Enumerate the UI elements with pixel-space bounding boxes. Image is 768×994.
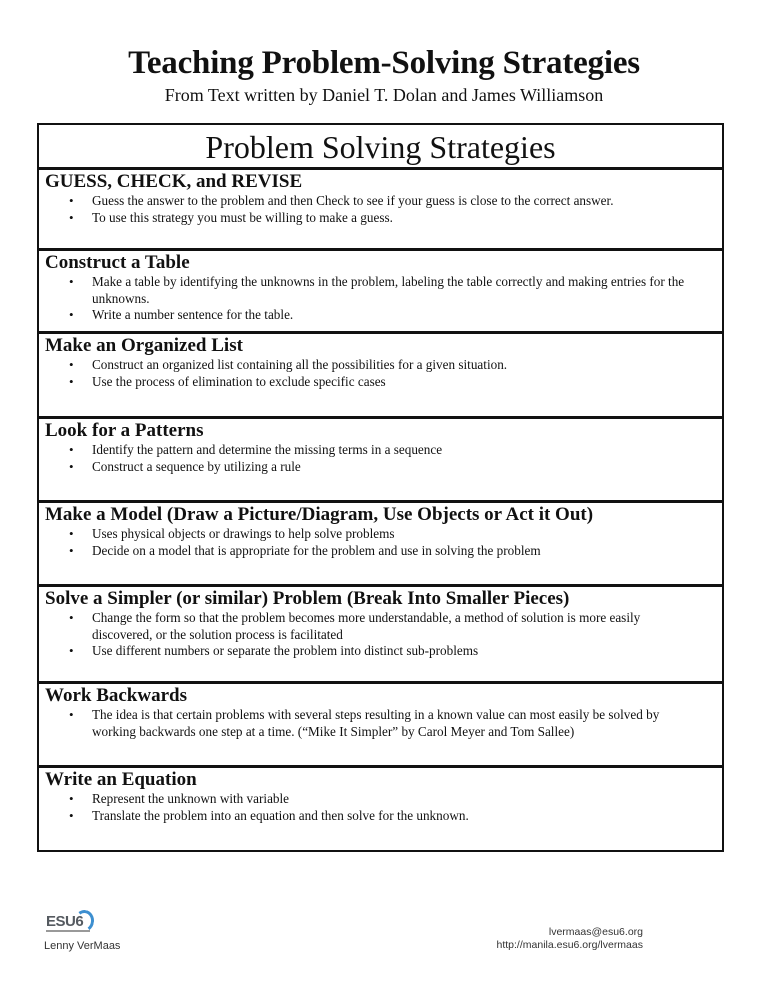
bullet-icon: • bbox=[69, 193, 74, 208]
strategy-bullets bbox=[39, 442, 722, 475]
strategy-heading: Solve a Simpler (or similar) Problem (Break Into Smaller Pieces) bbox=[45, 588, 570, 609]
bullet-text: Represent the unknown with variable bbox=[92, 791, 290, 806]
bullet-text: Construct a sequence by utilizing a rule bbox=[92, 458, 301, 474]
bullet-item bbox=[39, 357, 722, 374]
bullet-text: Construct an organized list containing all the possibilities for a given situation. bbox=[92, 357, 508, 372]
bullet-text: To use this strategy you must be willing to make a guess. bbox=[92, 209, 393, 225]
document-subtitle: From Text written by Daniel T. Dolan and James Williamson bbox=[164, 85, 604, 105]
contact-email[interactable]: lvermaas@esu6.org bbox=[548, 926, 643, 938]
bullet-text: Use different numbers or separate the problem into distinct sub-problems bbox=[92, 643, 479, 658]
bullet-item bbox=[39, 808, 722, 825]
bullet-text: The idea is that certain problems with several steps resulting in a known value can most easily be solved by working backwards one step at a time. (“Mike It Simpler” by Carol Meyer and Tom Sallee) bbox=[92, 707, 660, 739]
bullet-icon: • bbox=[69, 807, 74, 823]
bullet-icon: • bbox=[69, 610, 74, 625]
bullet-text: Write a number sentence for the table. bbox=[92, 307, 294, 322]
strategy-heading: GUESS, CHECK, and REVISE bbox=[45, 171, 303, 192]
bullet-item bbox=[39, 610, 722, 643]
strategy-heading: Make a Model (Draw a Picture/Diagram, Use Objects or Act it Out) bbox=[45, 504, 594, 525]
logo-tagline-bar bbox=[46, 930, 90, 932]
bullet-text: Change the form so that the problem becomes more understandable, a method of solution is more easily discovered, or the solution process is facilitated bbox=[92, 610, 641, 642]
strategy-section bbox=[39, 503, 722, 587]
logo-text: ESU6 bbox=[46, 913, 84, 930]
bullet-item bbox=[39, 374, 722, 391]
footer-right bbox=[497, 926, 644, 952]
bullet-text: Identify the pattern and determine the missing terms in a sequence bbox=[92, 442, 443, 457]
strategy-bullets bbox=[39, 610, 722, 660]
strategy-bullets bbox=[39, 707, 722, 740]
strategy-section bbox=[39, 587, 722, 684]
strategy-bullets bbox=[39, 526, 722, 559]
strategy-section bbox=[39, 419, 722, 503]
strategy-heading: Work Backwards bbox=[45, 685, 187, 706]
bullet-item bbox=[39, 307, 722, 324]
strategy-heading: Make an Organized List bbox=[45, 335, 243, 356]
strategy-section bbox=[39, 768, 722, 850]
contact-url[interactable]: http://manila.esu6.org/lvermaas bbox=[496, 939, 643, 951]
bullet-item bbox=[39, 210, 722, 227]
strategy-heading: Look for a Patterns bbox=[45, 420, 204, 441]
bullet-text: Uses physical objects or drawings to help solve problems bbox=[92, 526, 395, 541]
bullet-icon: • bbox=[69, 307, 74, 322]
bullet-item bbox=[39, 526, 722, 543]
bullet-text: Use the process of elimination to exclude specific cases bbox=[92, 373, 386, 389]
bullet-item bbox=[39, 791, 722, 808]
author-name: Lenny VerMaas bbox=[44, 940, 121, 952]
bullet-text: Translate the problem into an equation and then solve for the unknown. bbox=[92, 807, 469, 823]
strategy-bullets bbox=[39, 193, 722, 226]
bullet-item bbox=[39, 543, 722, 560]
footer-left bbox=[44, 910, 120, 952]
bullet-text: Make a table by identifying the unknowns in the problem, labeling the table correctly and making entries for the unknowns. bbox=[92, 274, 685, 306]
bullet-text: Guess the answer to the problem and then Check to see if your guess is close to the correct answer. bbox=[92, 193, 614, 208]
bullet-icon: • bbox=[69, 542, 74, 558]
bullet-icon: • bbox=[69, 643, 74, 658]
bullet-icon: • bbox=[69, 458, 74, 474]
esu6-logo-icon bbox=[44, 910, 94, 936]
bullet-icon: • bbox=[69, 526, 74, 541]
strategy-section bbox=[39, 334, 722, 419]
bullet-item bbox=[39, 459, 722, 476]
bullet-item bbox=[39, 643, 722, 660]
strategy-bullets bbox=[39, 357, 722, 390]
bullet-item bbox=[39, 707, 722, 740]
strategy-heading: Write an Equation bbox=[45, 769, 197, 790]
bullet-icon: • bbox=[69, 791, 74, 806]
bullet-icon: • bbox=[69, 442, 74, 457]
bullet-text: Decide on a model that is appropriate for the problem and use in solving the problem bbox=[92, 542, 541, 558]
document-title: Teaching Problem-Solving Strategies bbox=[128, 45, 640, 81]
bullet-item bbox=[39, 274, 722, 307]
strategy-heading: Construct a Table bbox=[45, 252, 190, 273]
box-title: Problem Solving Strategies bbox=[39, 125, 722, 170]
strategy-section bbox=[39, 170, 722, 251]
bullet-icon: • bbox=[69, 373, 74, 389]
strategies-box bbox=[37, 123, 724, 852]
bullet-icon: • bbox=[69, 357, 74, 372]
bullet-icon: • bbox=[69, 209, 74, 225]
bullet-icon: • bbox=[69, 274, 74, 289]
strategy-section bbox=[39, 251, 722, 334]
strategy-bullets bbox=[39, 274, 722, 324]
bullet-item bbox=[39, 442, 722, 459]
strategy-section bbox=[39, 684, 722, 768]
strategy-bullets bbox=[39, 791, 722, 824]
bullet-item bbox=[39, 193, 722, 210]
bullet-icon: • bbox=[69, 707, 74, 722]
